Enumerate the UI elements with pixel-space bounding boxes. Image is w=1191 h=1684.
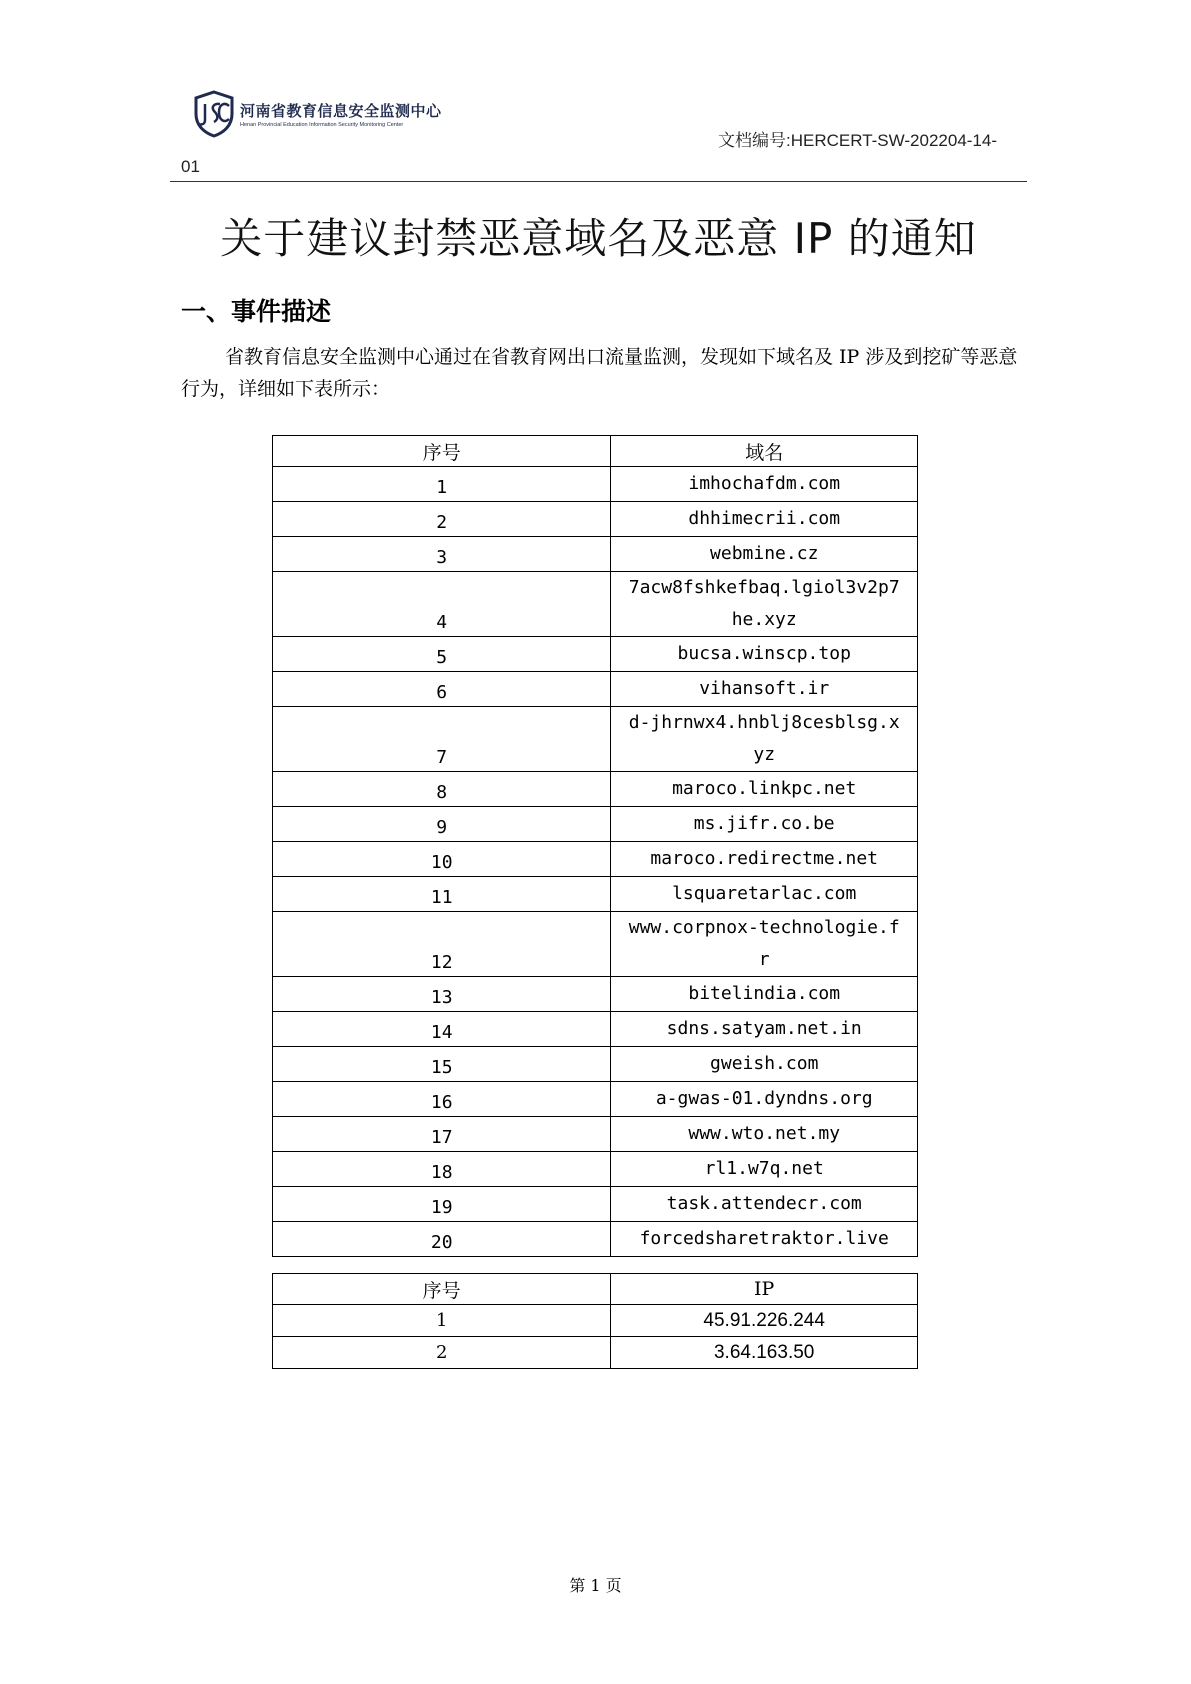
row-number: 1	[273, 1305, 611, 1337]
row-number: 16	[273, 1082, 611, 1117]
row-number: 5	[273, 637, 611, 672]
row-number: 11	[273, 877, 611, 912]
row-number: 20	[273, 1222, 611, 1257]
domain-cell: forcedsharetraktor.live	[611, 1222, 918, 1257]
domain-cell: vihansoft.ir	[611, 672, 918, 707]
domain-cell: dhhimecrii.com	[611, 502, 918, 537]
domain-cell: imhochafdm.com	[611, 467, 918, 502]
section-heading: 一、事件描述	[181, 297, 332, 326]
row-number: 8	[273, 772, 611, 807]
domain-cell: 7acw8fshkefbaq.lgiol3v2p7he.xyz	[611, 572, 918, 637]
table-row	[273, 1222, 918, 1257]
table-row	[273, 572, 918, 637]
domain-cell: ms.jifr.co.be	[611, 807, 918, 842]
row-number: 9	[273, 807, 611, 842]
table-row	[273, 1012, 918, 1047]
column-header-domain: 域名	[611, 436, 918, 467]
row-number: 10	[273, 842, 611, 877]
table-row	[273, 672, 918, 707]
domain-cell: task.attendecr.com	[611, 1187, 918, 1222]
row-number: 2	[273, 502, 611, 537]
domain-cell: maroco.redirectme.net	[611, 842, 918, 877]
table-row	[273, 807, 918, 842]
table-row	[273, 1152, 918, 1187]
ip-cell: 45.91.226.244	[611, 1305, 918, 1337]
domain-cell: lsquaretarlac.com	[611, 877, 918, 912]
row-number: 19	[273, 1187, 611, 1222]
organization-logo	[192, 90, 442, 138]
row-number: 13	[273, 977, 611, 1012]
row-number: 3	[273, 537, 611, 572]
row-number: 6	[273, 672, 611, 707]
row-number: 17	[273, 1117, 611, 1152]
table-row	[273, 537, 918, 572]
table-row	[273, 977, 918, 1012]
table-row	[273, 1187, 918, 1222]
table-row	[273, 1337, 918, 1369]
domain-cell: a-gwas-01.dyndns.org	[611, 1082, 918, 1117]
domain-cell: d-jhrnwx4.hnblj8cesblsg.xyz	[611, 707, 918, 772]
table-row	[273, 1082, 918, 1117]
domain-cell: maroco.linkpc.net	[611, 772, 918, 807]
ip-cell: 3.64.163.50	[611, 1337, 918, 1369]
table-row	[273, 637, 918, 672]
logo-chinese-name: 河南省教育信息安全监测中心	[240, 102, 442, 120]
table-row	[273, 877, 918, 912]
document-number-continuation: 01	[181, 157, 200, 176]
row-number: 18	[273, 1152, 611, 1187]
domain-cell: sdns.satyam.net.in	[611, 1012, 918, 1047]
shield-logo-icon	[192, 90, 236, 138]
row-number: 2	[273, 1337, 611, 1369]
table-row	[273, 1047, 918, 1082]
table-row	[273, 467, 918, 502]
row-number: 1	[273, 467, 611, 502]
row-number: 4	[273, 572, 611, 637]
domain-table	[272, 435, 918, 1257]
column-header-number: 序号	[273, 1274, 611, 1305]
header-divider	[170, 181, 1027, 182]
page-number: 第 1 页	[569, 1576, 622, 1595]
row-number: 14	[273, 1012, 611, 1047]
table-row	[273, 502, 918, 537]
table-row	[273, 1305, 918, 1337]
table-row	[273, 842, 918, 877]
domain-cell: bitelindia.com	[611, 977, 918, 1012]
domain-cell: gweish.com	[611, 1047, 918, 1082]
domain-cell: www.wto.net.my	[611, 1117, 918, 1152]
section-paragraph: 省教育信息安全监测中心通过在省教育网出口流量监测，发现如下域名及 IP 涉及到挖矿等恶意行为，详细如下表所示：	[181, 346, 1018, 400]
domain-cell: www.corpnox-technologie.fr	[611, 912, 918, 977]
table-row	[273, 707, 918, 772]
domain-cell: webmine.cz	[611, 537, 918, 572]
document-title: 关于建议封禁恶意域名及恶意 IP 的通知	[220, 214, 977, 263]
table-header-row	[273, 436, 918, 467]
table-row	[273, 772, 918, 807]
row-number: 7	[273, 707, 611, 772]
domain-cell: bucsa.winscp.top	[611, 637, 918, 672]
table-header-row	[273, 1274, 918, 1305]
table-row	[273, 1117, 918, 1152]
domain-cell: rl1.w7q.net	[611, 1152, 918, 1187]
logo-english-name: Henan Provincial Education Information Security Monitoring Center	[240, 122, 404, 128]
table-row	[273, 912, 918, 977]
ip-table	[272, 1273, 918, 1369]
document-number: 文档编号:HERCERT-SW-202204-14-	[718, 131, 998, 150]
column-header-ip: IP	[611, 1274, 918, 1305]
row-number: 12	[273, 912, 611, 977]
column-header-number: 序号	[273, 436, 611, 467]
row-number: 15	[273, 1047, 611, 1082]
